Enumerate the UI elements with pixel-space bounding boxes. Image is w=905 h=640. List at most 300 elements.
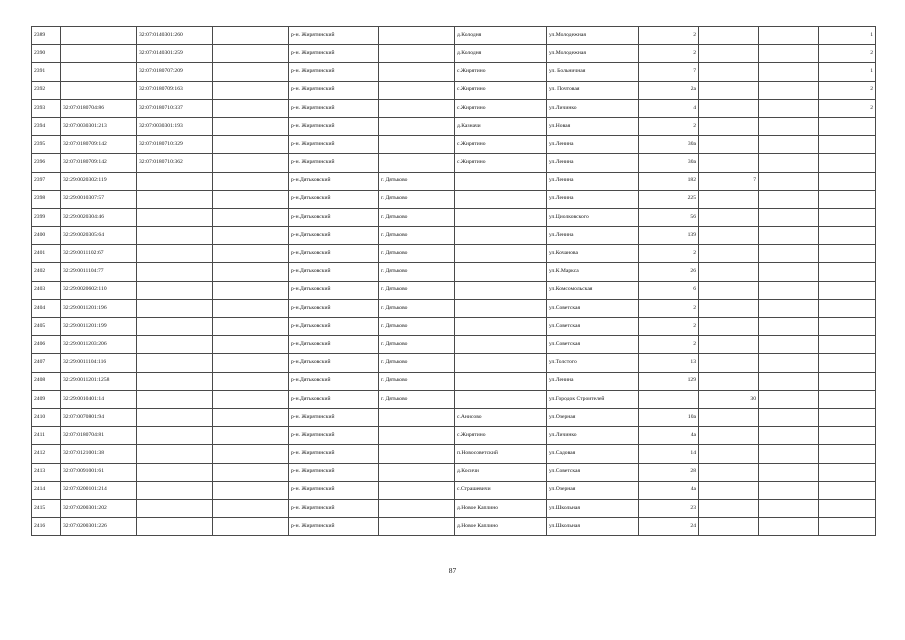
- table-row: [32, 481, 876, 499]
- cadastral-number-cell: 32:29:0010401:14: [61, 390, 137, 408]
- count-cell: [819, 336, 876, 354]
- city-cell: [379, 81, 455, 99]
- cadastral-number-cell: 32:29:0020304:46: [61, 208, 137, 226]
- cadastral-number-cell: 32:29:0011102:67: [61, 245, 137, 263]
- cadastral-number-2-cell: [137, 263, 213, 281]
- street-cell: ул.Ленина: [547, 136, 639, 154]
- cadastral-number-2-cell: [137, 318, 213, 336]
- district-cell: р-н.Дятьковский: [289, 208, 379, 226]
- street-cell: ул.Ленина: [547, 372, 639, 390]
- apartment-cell: [759, 172, 819, 190]
- apartment-cell: [759, 81, 819, 99]
- building-cell: [699, 518, 759, 536]
- district-cell: р-н. Жирятинский: [289, 481, 379, 499]
- count-cell: [819, 499, 876, 517]
- settlement-cell: [455, 245, 547, 263]
- building-cell: [699, 318, 759, 336]
- building-cell: [699, 27, 759, 45]
- street-cell: ул.Молодежная: [547, 27, 639, 45]
- settlement-cell: [455, 390, 547, 408]
- street-cell: ул.Садовая: [547, 445, 639, 463]
- city-cell: г. Дятьково: [379, 227, 455, 245]
- city-cell: г. Дятьково: [379, 245, 455, 263]
- district-cell: р-н.Дятьковский: [289, 245, 379, 263]
- building-cell: [699, 427, 759, 445]
- count-cell: [819, 281, 876, 299]
- row-number-cell: 2395: [32, 136, 61, 154]
- row-number-cell: 2412: [32, 445, 61, 463]
- empty-cell: [213, 408, 289, 426]
- empty-cell: [213, 318, 289, 336]
- row-number-cell: 2391: [32, 63, 61, 81]
- cadastral-number-cell: 32:29:0011201:199: [61, 318, 137, 336]
- count-cell: [819, 190, 876, 208]
- house-number-cell: 2: [639, 299, 699, 317]
- house-number-cell: 2: [639, 27, 699, 45]
- row-number-cell: 2394: [32, 117, 61, 135]
- building-cell: 30: [699, 390, 759, 408]
- empty-cell: [213, 81, 289, 99]
- table-row: [32, 27, 876, 45]
- street-cell: ул.Ленина: [547, 190, 639, 208]
- district-cell: р-н. Жирятинский: [289, 117, 379, 135]
- city-cell: г. Дятьково: [379, 208, 455, 226]
- settlement-cell: д.Косичи: [455, 463, 547, 481]
- building-cell: [699, 481, 759, 499]
- cadastral-number-2-cell: [137, 208, 213, 226]
- table-row: [32, 154, 876, 172]
- city-cell: [379, 63, 455, 81]
- house-number-cell: 4: [639, 99, 699, 117]
- house-number-cell: 2а: [639, 81, 699, 99]
- building-cell: [699, 499, 759, 517]
- empty-cell: [213, 281, 289, 299]
- cadastral-number-2-cell: [137, 408, 213, 426]
- table-row: [32, 427, 876, 445]
- street-cell: ул.Советская: [547, 299, 639, 317]
- count-cell: 1: [819, 63, 876, 81]
- district-cell: р-н.Дятьковский: [289, 372, 379, 390]
- building-cell: [699, 336, 759, 354]
- settlement-cell: с.Жирятино: [455, 81, 547, 99]
- house-number-cell: 30а: [639, 136, 699, 154]
- street-cell: ул.Молодежная: [547, 45, 639, 63]
- apartment-cell: [759, 263, 819, 281]
- street-cell: ул.Советская: [547, 336, 639, 354]
- count-cell: [819, 117, 876, 135]
- street-cell: ул.Ленина: [547, 172, 639, 190]
- apartment-cell: [759, 299, 819, 317]
- settlement-cell: [455, 281, 547, 299]
- house-number-cell: 13: [639, 354, 699, 372]
- cadastral-number-2-cell: 32:07:0140301:259: [137, 45, 213, 63]
- table-row: [32, 99, 876, 117]
- cadastral-number-2-cell: 32:07:0140301:260: [137, 27, 213, 45]
- count-cell: [819, 227, 876, 245]
- district-cell: р-н. Жирятинский: [289, 499, 379, 517]
- empty-cell: [213, 99, 289, 117]
- count-cell: [819, 390, 876, 408]
- district-cell: р-н.Дятьковский: [289, 281, 379, 299]
- settlement-cell: [455, 172, 547, 190]
- cadastral-number-cell: 32:29:0011201:1258: [61, 372, 137, 390]
- settlement-cell: д.Новое Каплино: [455, 518, 547, 536]
- building-cell: [699, 354, 759, 372]
- district-cell: р-н.Дятьковский: [289, 227, 379, 245]
- table-row: [32, 227, 876, 245]
- empty-cell: [213, 336, 289, 354]
- apartment-cell: [759, 99, 819, 117]
- street-cell: ул.Ленина: [547, 227, 639, 245]
- table-row: [32, 463, 876, 481]
- city-cell: [379, 408, 455, 426]
- apartment-cell: [759, 208, 819, 226]
- row-number-cell: 2397: [32, 172, 61, 190]
- table-row: [32, 318, 876, 336]
- table-row: [32, 208, 876, 226]
- building-cell: [699, 154, 759, 172]
- row-number-cell: 2416: [32, 518, 61, 536]
- cadastral-number-cell: 32:07:0180709:142: [61, 136, 137, 154]
- city-cell: [379, 136, 455, 154]
- empty-cell: [213, 227, 289, 245]
- row-number-cell: 2402: [32, 263, 61, 281]
- cadastral-number-2-cell: [137, 499, 213, 517]
- cadastral-number-cell: [61, 45, 137, 63]
- house-number-cell: 56: [639, 208, 699, 226]
- empty-cell: [213, 245, 289, 263]
- empty-cell: [213, 354, 289, 372]
- empty-cell: [213, 190, 289, 208]
- city-cell: [379, 45, 455, 63]
- row-number-cell: 2390: [32, 45, 61, 63]
- house-number-cell: 30а: [639, 154, 699, 172]
- row-number-cell: 2409: [32, 390, 61, 408]
- count-cell: 2: [819, 99, 876, 117]
- empty-cell: [213, 481, 289, 499]
- district-cell: р-н. Жирятинский: [289, 81, 379, 99]
- house-number-cell: 7: [639, 63, 699, 81]
- building-cell: [699, 190, 759, 208]
- building-cell: [699, 408, 759, 426]
- cadastral-number-cell: 32:07:0180704:86: [61, 99, 137, 117]
- table-row: [32, 245, 876, 263]
- city-cell: г. Дятьково: [379, 172, 455, 190]
- district-cell: р-н.Дятьковский: [289, 190, 379, 208]
- row-number-cell: 2405: [32, 318, 61, 336]
- house-number-cell: 2: [639, 318, 699, 336]
- street-cell: ул.Циолковского: [547, 208, 639, 226]
- house-number-cell: 2: [639, 45, 699, 63]
- house-number-cell: 10а: [639, 408, 699, 426]
- row-number-cell: 2415: [32, 499, 61, 517]
- district-cell: р-н.Дятьковский: [289, 172, 379, 190]
- count-cell: [819, 427, 876, 445]
- table-row: [32, 336, 876, 354]
- district-cell: р-н.Дятьковский: [289, 318, 379, 336]
- count-cell: [819, 354, 876, 372]
- row-number-cell: 2401: [32, 245, 61, 263]
- cadastral-number-2-cell: 32:07:0180710:337: [137, 99, 213, 117]
- count-cell: [819, 208, 876, 226]
- row-number-cell: 2393: [32, 99, 61, 117]
- empty-cell: [213, 154, 289, 172]
- cadastral-number-cell: 32:07:0030301:213: [61, 117, 137, 135]
- settlement-cell: с.Жирятино: [455, 136, 547, 154]
- building-cell: [699, 245, 759, 263]
- house-number-cell: 23: [639, 499, 699, 517]
- house-number-cell: 28: [639, 463, 699, 481]
- street-cell: ул.Комсомольская: [547, 281, 639, 299]
- count-cell: [819, 245, 876, 263]
- settlement-cell: [455, 227, 547, 245]
- district-cell: р-н. Жирятинский: [289, 63, 379, 81]
- settlement-cell: д.Новое Каплино: [455, 499, 547, 517]
- house-number-cell: 139: [639, 227, 699, 245]
- district-cell: р-н. Жирятинский: [289, 445, 379, 463]
- settlement-cell: [455, 318, 547, 336]
- apartment-cell: [759, 390, 819, 408]
- building-cell: [699, 117, 759, 135]
- empty-cell: [213, 45, 289, 63]
- table-row: [32, 172, 876, 190]
- street-cell: ул.Ленина: [547, 154, 639, 172]
- count-cell: [819, 372, 876, 390]
- cadastral-number-cell: 32:29:0010307:57: [61, 190, 137, 208]
- row-number-cell: 2398: [32, 190, 61, 208]
- settlement-cell: с.Анисово: [455, 408, 547, 426]
- house-number-cell: 182: [639, 172, 699, 190]
- settlement-cell: с.Жирятино: [455, 427, 547, 445]
- district-cell: р-н. Жирятинский: [289, 427, 379, 445]
- settlement-cell: с.Страшевичи: [455, 481, 547, 499]
- count-cell: 1: [819, 27, 876, 45]
- cadastral-number-2-cell: [137, 427, 213, 445]
- city-cell: [379, 99, 455, 117]
- building-cell: [699, 99, 759, 117]
- count-cell: 2: [819, 45, 876, 63]
- table-row: [32, 263, 876, 281]
- house-number-cell: 26: [639, 263, 699, 281]
- cadastral-number-cell: 32:07:0180709:142: [61, 154, 137, 172]
- row-number-cell: 2407: [32, 354, 61, 372]
- street-cell: ул.Кочанова: [547, 245, 639, 263]
- empty-cell: [213, 427, 289, 445]
- settlement-cell: [455, 372, 547, 390]
- city-cell: г. Дятьково: [379, 372, 455, 390]
- city-cell: [379, 427, 455, 445]
- street-cell: ул. Больничная: [547, 63, 639, 81]
- district-cell: р-н. Жирятинский: [289, 27, 379, 45]
- empty-cell: [213, 299, 289, 317]
- cadastral-number-2-cell: 32:07:0030301:193: [137, 117, 213, 135]
- count-cell: [819, 408, 876, 426]
- building-cell: [699, 445, 759, 463]
- apartment-cell: [759, 281, 819, 299]
- apartment-cell: [759, 336, 819, 354]
- apartment-cell: [759, 354, 819, 372]
- district-cell: р-н. Жирятинский: [289, 136, 379, 154]
- street-cell: ул.Школьная: [547, 499, 639, 517]
- city-cell: г. Дятьково: [379, 390, 455, 408]
- street-cell: ул.Озерная: [547, 481, 639, 499]
- empty-cell: [213, 208, 289, 226]
- empty-cell: [213, 390, 289, 408]
- cadastral-number-2-cell: [137, 245, 213, 263]
- table-row: [32, 372, 876, 390]
- cadastral-number-2-cell: [137, 481, 213, 499]
- empty-cell: [213, 27, 289, 45]
- settlement-cell: с.Жирятино: [455, 99, 547, 117]
- apartment-cell: [759, 245, 819, 263]
- settlement-cell: [455, 354, 547, 372]
- city-cell: [379, 154, 455, 172]
- building-cell: [699, 136, 759, 154]
- row-number-cell: 2410: [32, 408, 61, 426]
- apartment-cell: [759, 408, 819, 426]
- city-cell: г. Дятьково: [379, 190, 455, 208]
- cadastral-number-cell: 32:07:0200101:214: [61, 481, 137, 499]
- settlement-cell: [455, 190, 547, 208]
- street-cell: ул.Городок Строителей: [547, 390, 639, 408]
- empty-cell: [213, 63, 289, 81]
- row-number-cell: 2396: [32, 154, 61, 172]
- count-cell: [819, 172, 876, 190]
- count-cell: 2: [819, 81, 876, 99]
- street-cell: ул.Личинко: [547, 427, 639, 445]
- house-number-cell: 14: [639, 445, 699, 463]
- city-cell: [379, 27, 455, 45]
- cadastral-number-2-cell: [137, 354, 213, 372]
- settlement-cell: д.Казначи: [455, 117, 547, 135]
- count-cell: [819, 154, 876, 172]
- cadastral-number-2-cell: [137, 445, 213, 463]
- cadastral-number-2-cell: 32:07:0180709:163: [137, 81, 213, 99]
- city-cell: г. Дятьково: [379, 318, 455, 336]
- cadastral-number-2-cell: [137, 227, 213, 245]
- district-cell: р-н. Жирятинский: [289, 99, 379, 117]
- cadastral-number-2-cell: [137, 190, 213, 208]
- empty-cell: [213, 518, 289, 536]
- row-number-cell: 2400: [32, 227, 61, 245]
- street-cell: ул.Советская: [547, 463, 639, 481]
- city-cell: г. Дятьково: [379, 281, 455, 299]
- cadastral-number-cell: 32:07:0121001:38: [61, 445, 137, 463]
- cadastral-number-2-cell: 32:07:0180710:329: [137, 136, 213, 154]
- street-cell: ул.Личинко: [547, 99, 639, 117]
- settlement-cell: [455, 299, 547, 317]
- row-number-cell: 2413: [32, 463, 61, 481]
- apartment-cell: [759, 190, 819, 208]
- table-row: [32, 281, 876, 299]
- city-cell: [379, 463, 455, 481]
- district-cell: р-н.Дятьковский: [289, 336, 379, 354]
- house-number-cell: 6: [639, 281, 699, 299]
- apartment-cell: [759, 227, 819, 245]
- cadastral-number-cell: [61, 27, 137, 45]
- cadastral-number-2-cell: [137, 463, 213, 481]
- district-cell: р-н. Жирятинский: [289, 463, 379, 481]
- table-row: [32, 190, 876, 208]
- district-cell: р-н.Дятьковский: [289, 354, 379, 372]
- count-cell: [819, 299, 876, 317]
- apartment-cell: [759, 45, 819, 63]
- street-cell: ул.Школьная: [547, 518, 639, 536]
- building-cell: 7: [699, 172, 759, 190]
- table-row: [32, 81, 876, 99]
- district-cell: р-н. Жирятинский: [289, 154, 379, 172]
- street-cell: ул.Озерная: [547, 408, 639, 426]
- empty-cell: [213, 372, 289, 390]
- cadastral-number-2-cell: [137, 336, 213, 354]
- row-number-cell: 2403: [32, 281, 61, 299]
- cadastral-number-cell: 32:29:0011201:196: [61, 299, 137, 317]
- district-cell: р-н.Дятьковский: [289, 299, 379, 317]
- settlement-cell: с.Жирятино: [455, 63, 547, 81]
- apartment-cell: [759, 463, 819, 481]
- cadastral-number-2-cell: [137, 372, 213, 390]
- cadastral-number-cell: 32:29:0011203:206: [61, 336, 137, 354]
- cadastral-number-2-cell: 32:07:0180710:362: [137, 154, 213, 172]
- settlement-cell: д.Колодня: [455, 27, 547, 45]
- house-number-cell: 4а: [639, 427, 699, 445]
- empty-cell: [213, 499, 289, 517]
- house-number-cell: 2: [639, 336, 699, 354]
- cadastral-number-cell: 32:29:0020302:119: [61, 172, 137, 190]
- table-row: [32, 117, 876, 135]
- building-cell: [699, 299, 759, 317]
- city-cell: [379, 117, 455, 135]
- count-cell: [819, 318, 876, 336]
- apartment-cell: [759, 372, 819, 390]
- district-cell: р-н. Жирятинский: [289, 408, 379, 426]
- building-cell: [699, 372, 759, 390]
- count-cell: [819, 518, 876, 536]
- building-cell: [699, 227, 759, 245]
- cadastral-number-2-cell: [137, 172, 213, 190]
- building-cell: [699, 463, 759, 481]
- apartment-cell: [759, 136, 819, 154]
- apartment-cell: [759, 481, 819, 499]
- city-cell: [379, 481, 455, 499]
- table-row: [32, 63, 876, 81]
- cadastral-number-cell: 32:29:0020305:64: [61, 227, 137, 245]
- empty-cell: [213, 463, 289, 481]
- house-number-cell: 4а: [639, 481, 699, 499]
- settlement-cell: [455, 263, 547, 281]
- apartment-cell: [759, 318, 819, 336]
- count-cell: [819, 136, 876, 154]
- district-cell: р-н.Дятьковский: [289, 390, 379, 408]
- apartment-cell: [759, 27, 819, 45]
- empty-cell: [213, 117, 289, 135]
- cadastral-number-cell: 32:07:0200301:202: [61, 499, 137, 517]
- cadastral-number-cell: 32:07:0180704:81: [61, 427, 137, 445]
- cadastral-number-2-cell: [137, 299, 213, 317]
- street-cell: ул.К.Маркса: [547, 263, 639, 281]
- register-table-body: [32, 27, 876, 536]
- city-cell: [379, 499, 455, 517]
- apartment-cell: [759, 499, 819, 517]
- table-row: [32, 499, 876, 517]
- building-cell: [699, 263, 759, 281]
- cadastral-number-2-cell: [137, 518, 213, 536]
- building-cell: [699, 81, 759, 99]
- empty-cell: [213, 172, 289, 190]
- table-row: [32, 408, 876, 426]
- city-cell: г. Дятьково: [379, 336, 455, 354]
- apartment-cell: [759, 63, 819, 81]
